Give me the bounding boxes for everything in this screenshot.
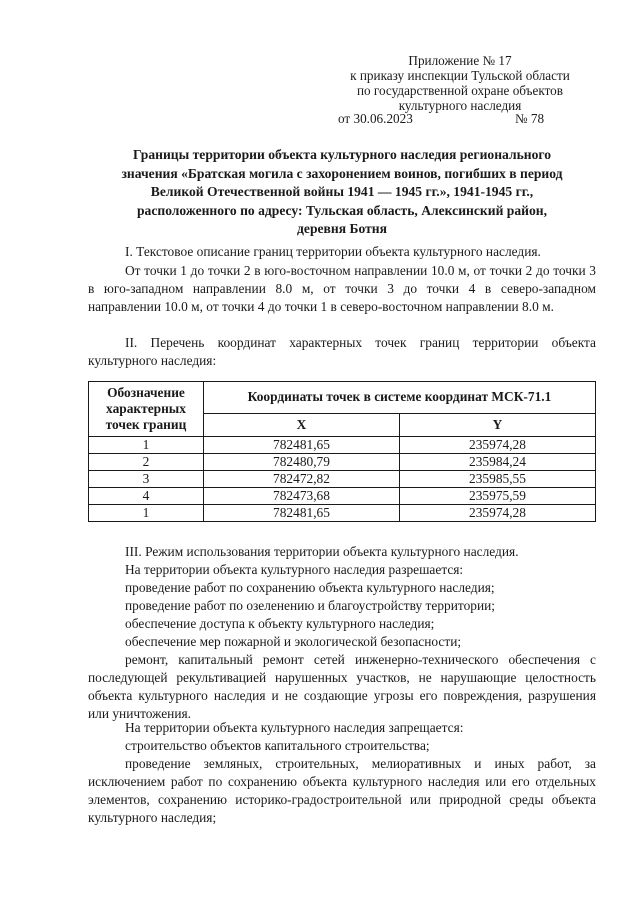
title-line: Великой Отечественной войны 1941 — 1945 гг.», 1941-1945 гг., bbox=[150, 184, 534, 199]
point-column-header: Обозначение характерных точек границ bbox=[89, 382, 204, 437]
point-cell: 3 bbox=[89, 471, 204, 488]
y-cell: 235974,28 bbox=[400, 437, 596, 454]
x-cell: 782473,68 bbox=[204, 488, 400, 505]
order-reference-line: культурного наследия bbox=[398, 98, 522, 113]
point-cell: 2 bbox=[89, 454, 204, 471]
allowed-item: проведение работ по сохранению объекта культурного наследия; bbox=[125, 580, 495, 595]
coordinates-table bbox=[88, 381, 596, 522]
title-line: деревня Ботня bbox=[297, 221, 387, 236]
table-row bbox=[89, 454, 596, 471]
title-line: Границы территории объекта культурного наследия регионального bbox=[132, 147, 552, 162]
appendix-label: Приложение № 17 bbox=[408, 53, 512, 68]
order-date: от 30.06.2023 bbox=[338, 111, 413, 126]
section-3-heading: III. Режим использования территории объекта культурного наследия. bbox=[125, 544, 519, 559]
forbidden-item: проведение земляных, строительных, мелиоративных и иных работ, за исключением работ по сохранению объекта культурного наследия или его отдельных элементов, сохранению историко-градостроительной или природной среды объекта культурного наследия; bbox=[88, 756, 596, 825]
table-row bbox=[89, 488, 596, 505]
table-row bbox=[89, 471, 596, 488]
section-1-text: От точки 1 до точки 2 в юго-восточном направлении 10.0 м, от точки 2 до точки 3 в юго-западном направлении 8.0 м, от точки 3 до точки 4 в северо-западном направлении 10.0 м, от точки 4 до точки 1 в северо-восточном направлении 8.0 м. bbox=[88, 263, 596, 314]
coords-system-header: Координаты точек в системе координат МСК-71.1 bbox=[204, 382, 596, 414]
forbidden-intro: На территории объекта культурного наследия запрещается: bbox=[125, 720, 464, 735]
point-cell: 1 bbox=[89, 505, 204, 522]
point-cell: 4 bbox=[89, 488, 204, 505]
allowed-item: обеспечение доступа к объекту культурного наследия; bbox=[125, 616, 435, 631]
order-number: № 78 bbox=[515, 111, 545, 126]
section-2-heading: II. Перечень координат характерных точек границ территории объекта культурного наследия: bbox=[88, 335, 596, 368]
x-cell: 782481,65 bbox=[204, 437, 400, 454]
y-cell: 235985,55 bbox=[400, 471, 596, 488]
point-cell: 1 bbox=[89, 437, 204, 454]
order-reference-line: к приказу инспекции Тульской области bbox=[350, 68, 570, 83]
y-column-header: Y bbox=[400, 413, 596, 436]
x-column-header: X bbox=[204, 413, 400, 436]
document-title bbox=[88, 146, 596, 239]
table-row bbox=[89, 437, 596, 454]
title-line: расположенного по адресу: Тульская область, Алексинский район, bbox=[136, 202, 548, 218]
allowed-item: обеспечение мер пожарной и экологической безопасности; bbox=[125, 634, 462, 649]
x-cell: 782472,82 bbox=[204, 471, 400, 488]
y-cell: 235975,59 bbox=[400, 488, 596, 505]
title-line: значения «Братская могила с захоронением воинов, погибших в период bbox=[121, 165, 563, 181]
section-1-heading: I. Текстовое описание границ территории объекта культурного наследия. bbox=[125, 244, 541, 259]
x-cell: 782481,65 bbox=[204, 505, 400, 522]
allowed-item: ремонт, капитальный ремонт сетей инженерно-технического обеспечения с последующей рекультивацией нарушенных участков, не нарушающие целостность объекта культурного наследия и не создающие угрозы его повреждения, разрушения или уничтожения. bbox=[88, 652, 596, 721]
allowed-intro: На территории объекта культурного наследия разрешается: bbox=[125, 562, 464, 577]
table-row bbox=[89, 505, 596, 522]
appendix-header bbox=[320, 53, 600, 113]
allowed-item: проведение работ по озеленению и благоустройству территории; bbox=[125, 598, 496, 613]
forbidden-item: строительство объектов капитального строительства; bbox=[125, 738, 430, 753]
y-cell: 235984,24 bbox=[400, 454, 596, 471]
x-cell: 782480,79 bbox=[204, 454, 400, 471]
order-reference-line: по государственной охране объектов bbox=[356, 83, 564, 98]
y-cell: 235974,28 bbox=[400, 505, 596, 522]
